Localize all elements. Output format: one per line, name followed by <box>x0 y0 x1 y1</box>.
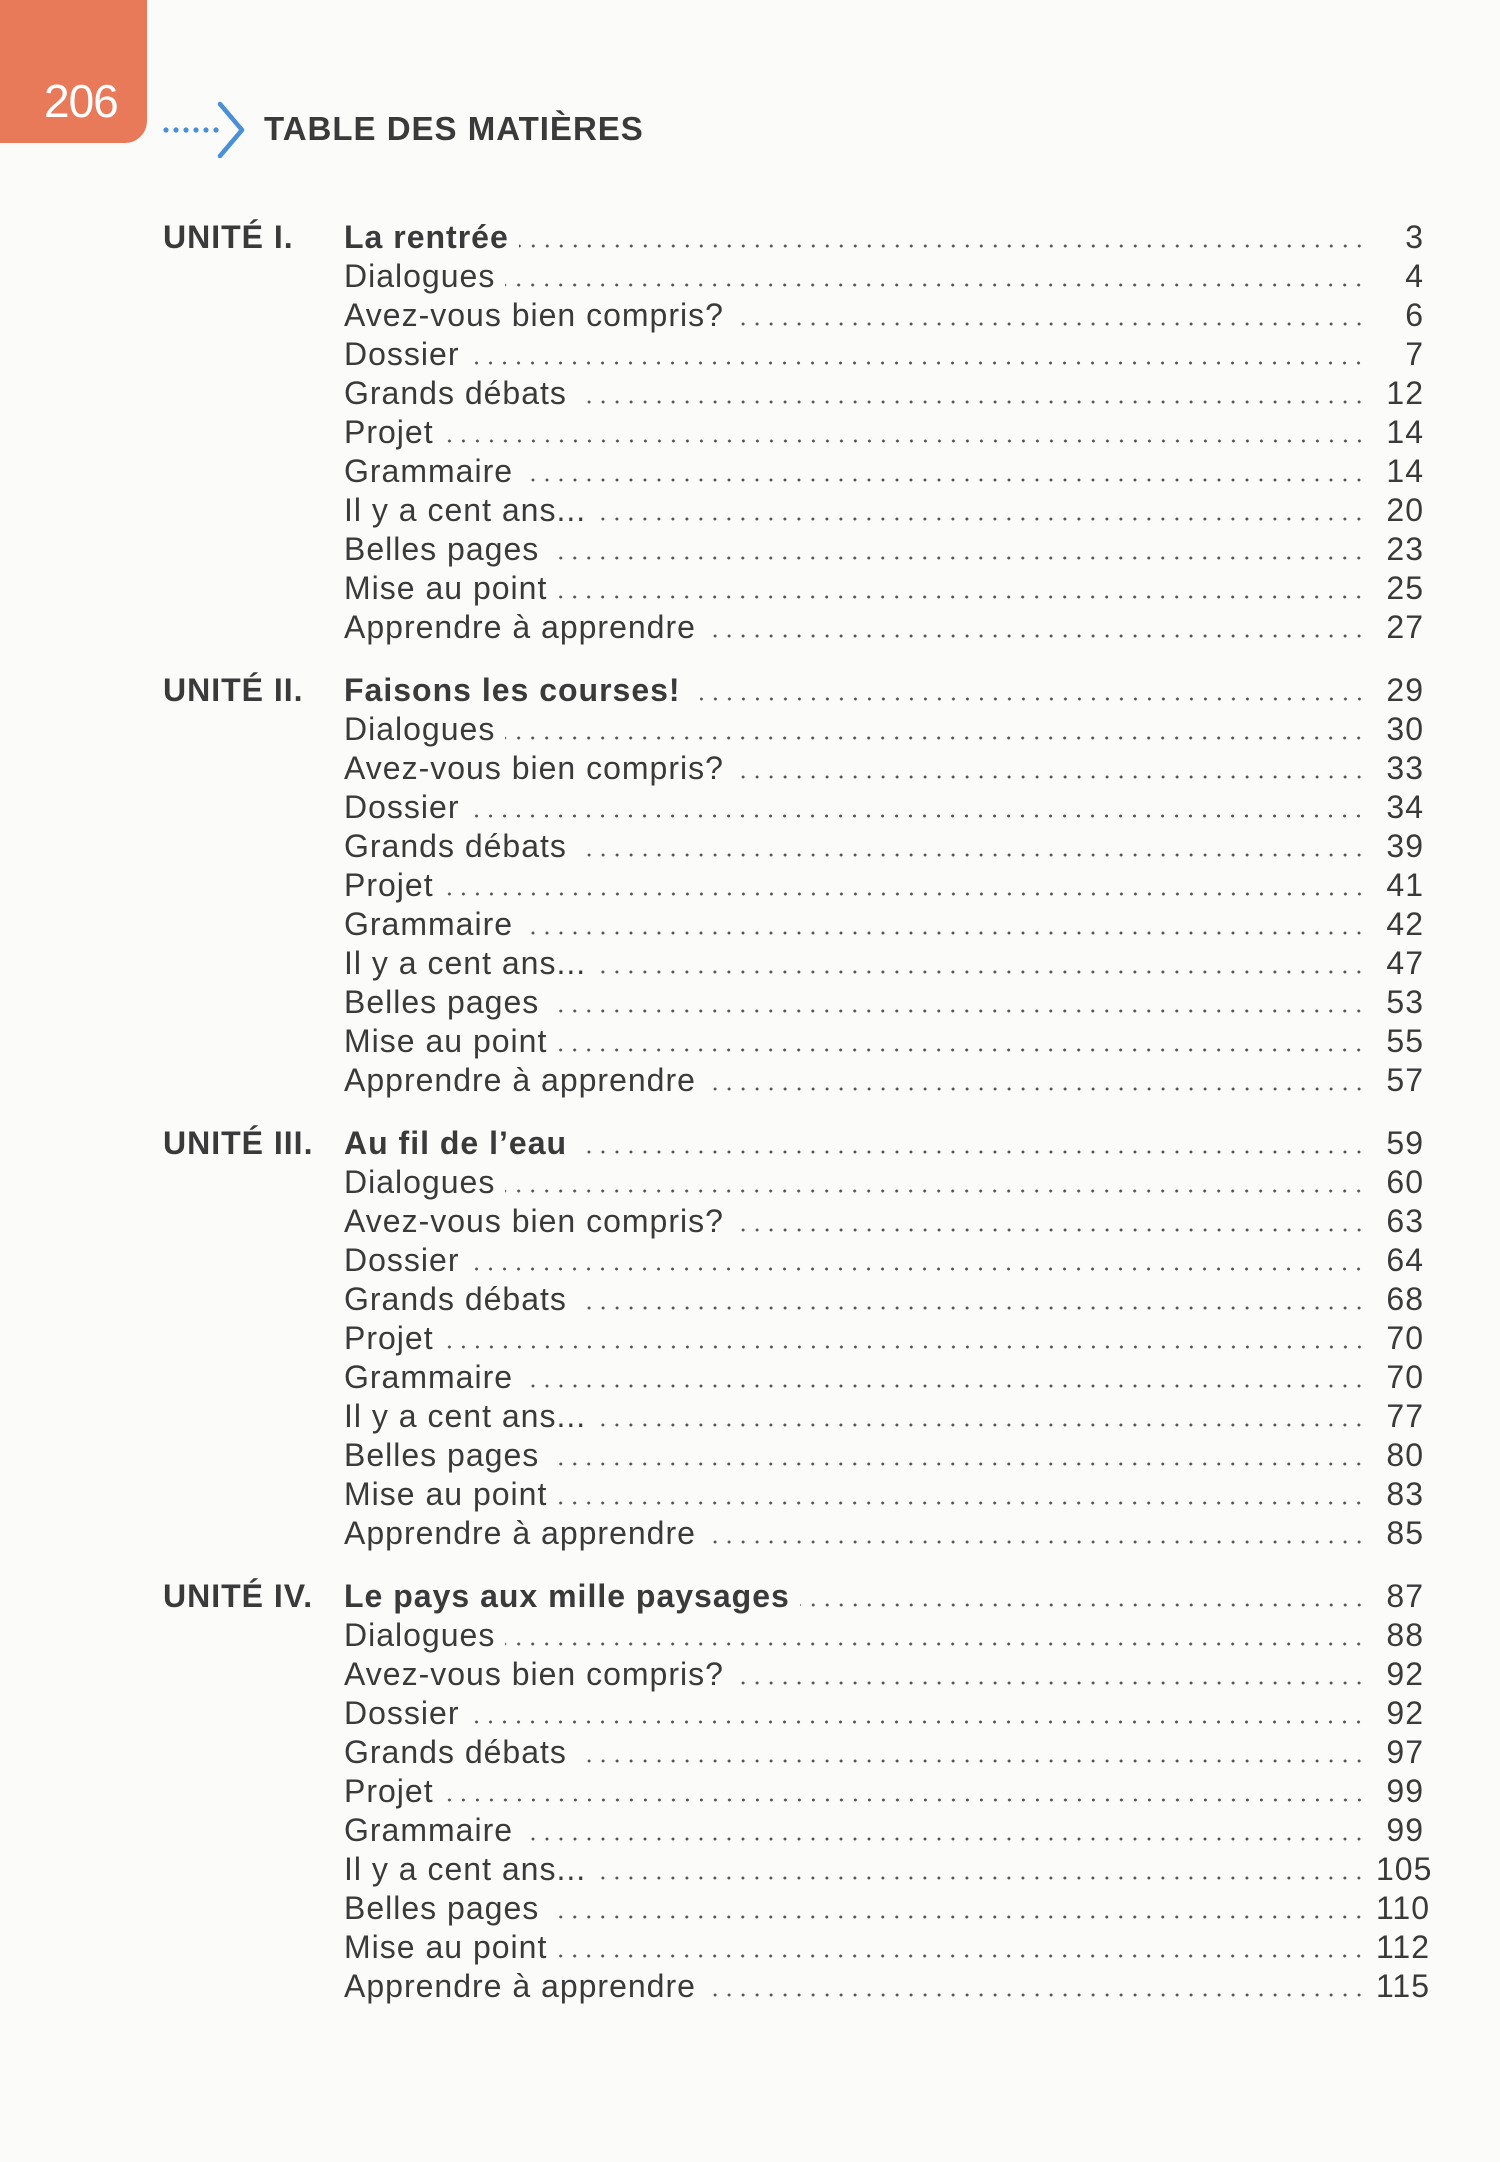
entry-label: Dialogues <box>344 1164 496 1200</box>
toc-entry[interactable] <box>344 1850 1433 1889</box>
toc-entry[interactable] <box>344 335 1424 374</box>
toc-entry[interactable] <box>344 1022 1424 1061</box>
page-ref: 4 <box>1405 258 1424 294</box>
entry-label: Dialogues <box>344 711 496 747</box>
page-ref: 70 <box>1386 1359 1424 1395</box>
page-ref: 70 <box>1386 1320 1424 1356</box>
page-ref: 112 <box>1376 1929 1431 1965</box>
entry-label: Belles pages <box>344 531 540 567</box>
toc-entry[interactable] <box>344 905 1424 944</box>
dot-leader <box>444 413 1366 452</box>
unit-title-entry[interactable] <box>344 1124 1424 1163</box>
dot-leader <box>523 452 1366 491</box>
page-ref: 39 <box>1386 828 1424 864</box>
page-ref: 47 <box>1386 945 1424 981</box>
unit-label: UNITÉ II. <box>163 672 304 708</box>
dot-leader <box>469 1241 1366 1280</box>
entry-label: Grammaire <box>344 906 514 942</box>
toc-entry[interactable] <box>344 1163 1424 1202</box>
page-ref: 60 <box>1386 1164 1424 1200</box>
toc-entry[interactable] <box>344 530 1424 569</box>
toc-entry[interactable] <box>344 374 1424 413</box>
page-ref: 53 <box>1386 984 1424 1020</box>
entry-label: Il y a cent ans... <box>344 945 587 981</box>
page-ref: 63 <box>1386 1203 1424 1239</box>
page-ref: 34 <box>1386 789 1424 825</box>
unit-1 <box>0 218 1500 647</box>
dot-leader <box>706 608 1366 647</box>
dot-leader <box>596 1397 1366 1436</box>
entry-label: Avez-vous bien compris? <box>344 1203 724 1239</box>
dot-leader <box>519 218 1366 257</box>
entry-label: Dossier <box>344 1695 460 1731</box>
toc-entry[interactable] <box>344 944 1424 983</box>
toc-entry[interactable] <box>344 983 1424 1022</box>
unit-title-entry[interactable] <box>344 218 1424 257</box>
page-ref: 57 <box>1386 1062 1424 1098</box>
dot-leader <box>505 1616 1366 1655</box>
entry-label: Grands débats <box>344 828 567 864</box>
toc-entry[interactable] <box>344 1616 1424 1655</box>
dot-leader <box>596 944 1366 983</box>
page-ref: 92 <box>1386 1695 1424 1731</box>
dot-leader <box>444 1319 1366 1358</box>
page-ref: 27 <box>1386 609 1424 645</box>
entry-label: Apprendre à apprendre <box>344 1968 696 2004</box>
unit-label: UNITÉ IV. <box>163 1578 314 1614</box>
toc-entry[interactable] <box>344 1319 1424 1358</box>
entry-label: Dossier <box>344 789 460 825</box>
toc-entry[interactable] <box>344 1061 1424 1100</box>
page-ref: 105 <box>1376 1851 1433 1887</box>
chevron-right-icon <box>162 98 254 160</box>
page-ref: 42 <box>1386 906 1424 942</box>
entry-label: Dossier <box>344 1242 460 1278</box>
dot-leader <box>691 671 1366 710</box>
entry-label: Projet <box>344 1773 434 1809</box>
page-ref: 12 <box>1386 375 1424 411</box>
toc-entry[interactable] <box>344 1475 1424 1514</box>
page-ref: 77 <box>1386 1398 1424 1434</box>
toc-entry[interactable] <box>344 1928 1431 1967</box>
unit-4 <box>0 1577 1500 2006</box>
dot-leader <box>523 1811 1366 1850</box>
dot-leader <box>577 1733 1366 1772</box>
unit-3 <box>0 1124 1500 1553</box>
entry-label: Grammaire <box>344 1812 514 1848</box>
toc-entry[interactable] <box>344 1811 1424 1850</box>
dot-leader <box>549 1436 1366 1475</box>
page-ref: 85 <box>1386 1515 1424 1551</box>
page-ref: 80 <box>1386 1437 1424 1473</box>
entry-label: Apprendre à apprendre <box>344 1515 696 1551</box>
page-ref: 97 <box>1386 1734 1424 1770</box>
toc-entry[interactable] <box>344 569 1424 608</box>
toc-entry[interactable] <box>344 1397 1424 1436</box>
entry-label: Il y a cent ans... <box>344 1398 587 1434</box>
toc-entry[interactable] <box>344 1733 1424 1772</box>
page-ref: 115 <box>1376 1968 1431 2004</box>
dot-leader <box>596 491 1366 530</box>
entry-label: Mise au point <box>344 1476 548 1512</box>
toc-entry[interactable] <box>344 1436 1424 1475</box>
entry-label: Grands débats <box>344 1281 567 1317</box>
page-ref: 14 <box>1386 453 1424 489</box>
entry-label: Il y a cent ans... <box>344 492 587 528</box>
page-ref: 30 <box>1386 711 1424 747</box>
dot-leader <box>734 749 1366 788</box>
dot-leader <box>505 257 1366 296</box>
dot-leader <box>577 374 1366 413</box>
dot-leader <box>549 1889 1366 1928</box>
toc-entry[interactable] <box>344 1772 1424 1811</box>
toc-entry[interactable] <box>344 413 1424 452</box>
unit-title-entry[interactable] <box>344 671 1424 710</box>
dot-leader <box>444 1772 1366 1811</box>
dot-leader <box>596 1850 1366 1889</box>
entry-label: Mise au point <box>344 1023 548 1059</box>
dot-leader <box>706 1967 1366 2006</box>
entry-label: Projet <box>344 1320 434 1356</box>
dot-leader <box>706 1514 1366 1553</box>
entry-label: Avez-vous bien compris? <box>344 1656 724 1692</box>
toc-entry[interactable] <box>344 491 1424 530</box>
dot-leader <box>549 983 1366 1022</box>
page-ref: 68 <box>1386 1281 1424 1317</box>
unit-title: Faisons les courses! <box>344 672 681 708</box>
toc-entry[interactable] <box>344 1280 1424 1319</box>
entry-label: Dialogues <box>344 1617 496 1653</box>
toc-entry[interactable] <box>344 608 1424 647</box>
page-ref: 33 <box>1386 750 1424 786</box>
page-ref: 110 <box>1376 1890 1431 1926</box>
table-of-contents <box>0 218 1500 2030</box>
page-ref: 55 <box>1386 1023 1424 1059</box>
toc-entry[interactable] <box>344 1694 1424 1733</box>
toc-entry[interactable] <box>344 1514 1424 1553</box>
page-ref: 83 <box>1386 1476 1424 1512</box>
dot-leader <box>505 1163 1366 1202</box>
dot-leader <box>469 788 1366 827</box>
toc-entry[interactable] <box>344 749 1424 788</box>
unit-title: La rentrée <box>344 219 509 255</box>
entry-label: Il y a cent ans... <box>344 1851 587 1887</box>
dot-leader <box>557 1475 1366 1514</box>
entry-label: Apprendre à apprendre <box>344 609 696 645</box>
toc-entry[interactable] <box>344 1889 1431 1928</box>
entry-label: Belles pages <box>344 984 540 1020</box>
entry-label: Belles pages <box>344 1890 540 1926</box>
entry-label: Belles pages <box>344 1437 540 1473</box>
page-title: TABLE DES MATIÈRES <box>264 110 644 147</box>
page-ref: 87 <box>1386 1578 1424 1614</box>
dot-leader <box>557 569 1366 608</box>
toc-entry[interactable] <box>344 1967 1431 2006</box>
toc-entry[interactable] <box>344 827 1424 866</box>
dot-leader <box>577 1124 1366 1163</box>
dot-leader <box>469 335 1366 374</box>
entry-label: Dossier <box>344 336 460 372</box>
unit-2 <box>0 671 1500 1100</box>
entry-label: Mise au point <box>344 1929 548 1965</box>
toc-entry[interactable] <box>344 1202 1424 1241</box>
toc-entry[interactable] <box>344 452 1424 491</box>
dot-leader <box>557 1022 1366 1061</box>
toc-entry[interactable] <box>344 788 1424 827</box>
page-ref: 92 <box>1386 1656 1424 1692</box>
dot-leader <box>800 1577 1366 1616</box>
toc-entry[interactable] <box>344 1241 1424 1280</box>
dot-leader <box>523 1358 1366 1397</box>
dot-leader <box>577 1280 1366 1319</box>
entry-label: Grands débats <box>344 1734 567 1770</box>
entry-label: Grands débats <box>344 375 567 411</box>
page-ref: 99 <box>1386 1773 1424 1809</box>
page-ref: 29 <box>1386 672 1424 708</box>
entry-label: Grammaire <box>344 1359 514 1395</box>
entry-label: Projet <box>344 414 434 450</box>
page-ref: 3 <box>1405 219 1424 255</box>
entry-label: Dialogues <box>344 258 496 294</box>
dot-leader <box>734 1655 1366 1694</box>
unit-label: UNITÉ III. <box>163 1125 314 1161</box>
page-ref: 14 <box>1386 414 1424 450</box>
unit-title: Le pays aux mille paysages <box>344 1578 790 1614</box>
page-ref: 99 <box>1386 1812 1424 1848</box>
page-number-tab <box>0 0 147 143</box>
dot-leader <box>734 1202 1366 1241</box>
page-ref: 59 <box>1386 1125 1424 1161</box>
entry-label: Projet <box>344 867 434 903</box>
dot-leader <box>706 1061 1366 1100</box>
toc-entry[interactable] <box>344 257 1424 296</box>
toc-entry[interactable] <box>344 1358 1424 1397</box>
dot-leader <box>557 1928 1366 1967</box>
page-ref: 6 <box>1405 297 1424 333</box>
page-ref: 64 <box>1386 1242 1424 1278</box>
toc-entry[interactable] <box>344 710 1424 749</box>
dot-leader <box>469 1694 1366 1733</box>
dot-leader <box>734 296 1366 335</box>
dot-leader <box>444 866 1366 905</box>
page-ref: 20 <box>1386 492 1424 528</box>
page-ref: 23 <box>1386 531 1424 567</box>
page-ref: 88 <box>1386 1617 1424 1653</box>
unit-label: UNITÉ I. <box>163 219 294 255</box>
entry-label: Grammaire <box>344 453 514 489</box>
unit-title: Au fil de l’eau <box>344 1125 568 1161</box>
dot-leader <box>577 827 1366 866</box>
entry-label: Apprendre à apprendre <box>344 1062 696 1098</box>
entry-label: Avez-vous bien compris? <box>344 750 724 786</box>
toc-entry[interactable] <box>344 866 1424 905</box>
dot-leader <box>505 710 1366 749</box>
entry-label: Avez-vous bien compris? <box>344 297 724 333</box>
page-ref: 7 <box>1405 336 1424 372</box>
page-number: 206 <box>44 75 118 127</box>
unit-title-entry[interactable] <box>344 1577 1424 1616</box>
dot-leader <box>523 905 1366 944</box>
page-ref: 41 <box>1386 867 1424 903</box>
toc-entry[interactable] <box>344 296 1424 335</box>
entry-label: Mise au point <box>344 570 548 606</box>
toc-entry[interactable] <box>344 1655 1424 1694</box>
dot-leader <box>549 530 1366 569</box>
page-ref: 25 <box>1386 570 1424 606</box>
